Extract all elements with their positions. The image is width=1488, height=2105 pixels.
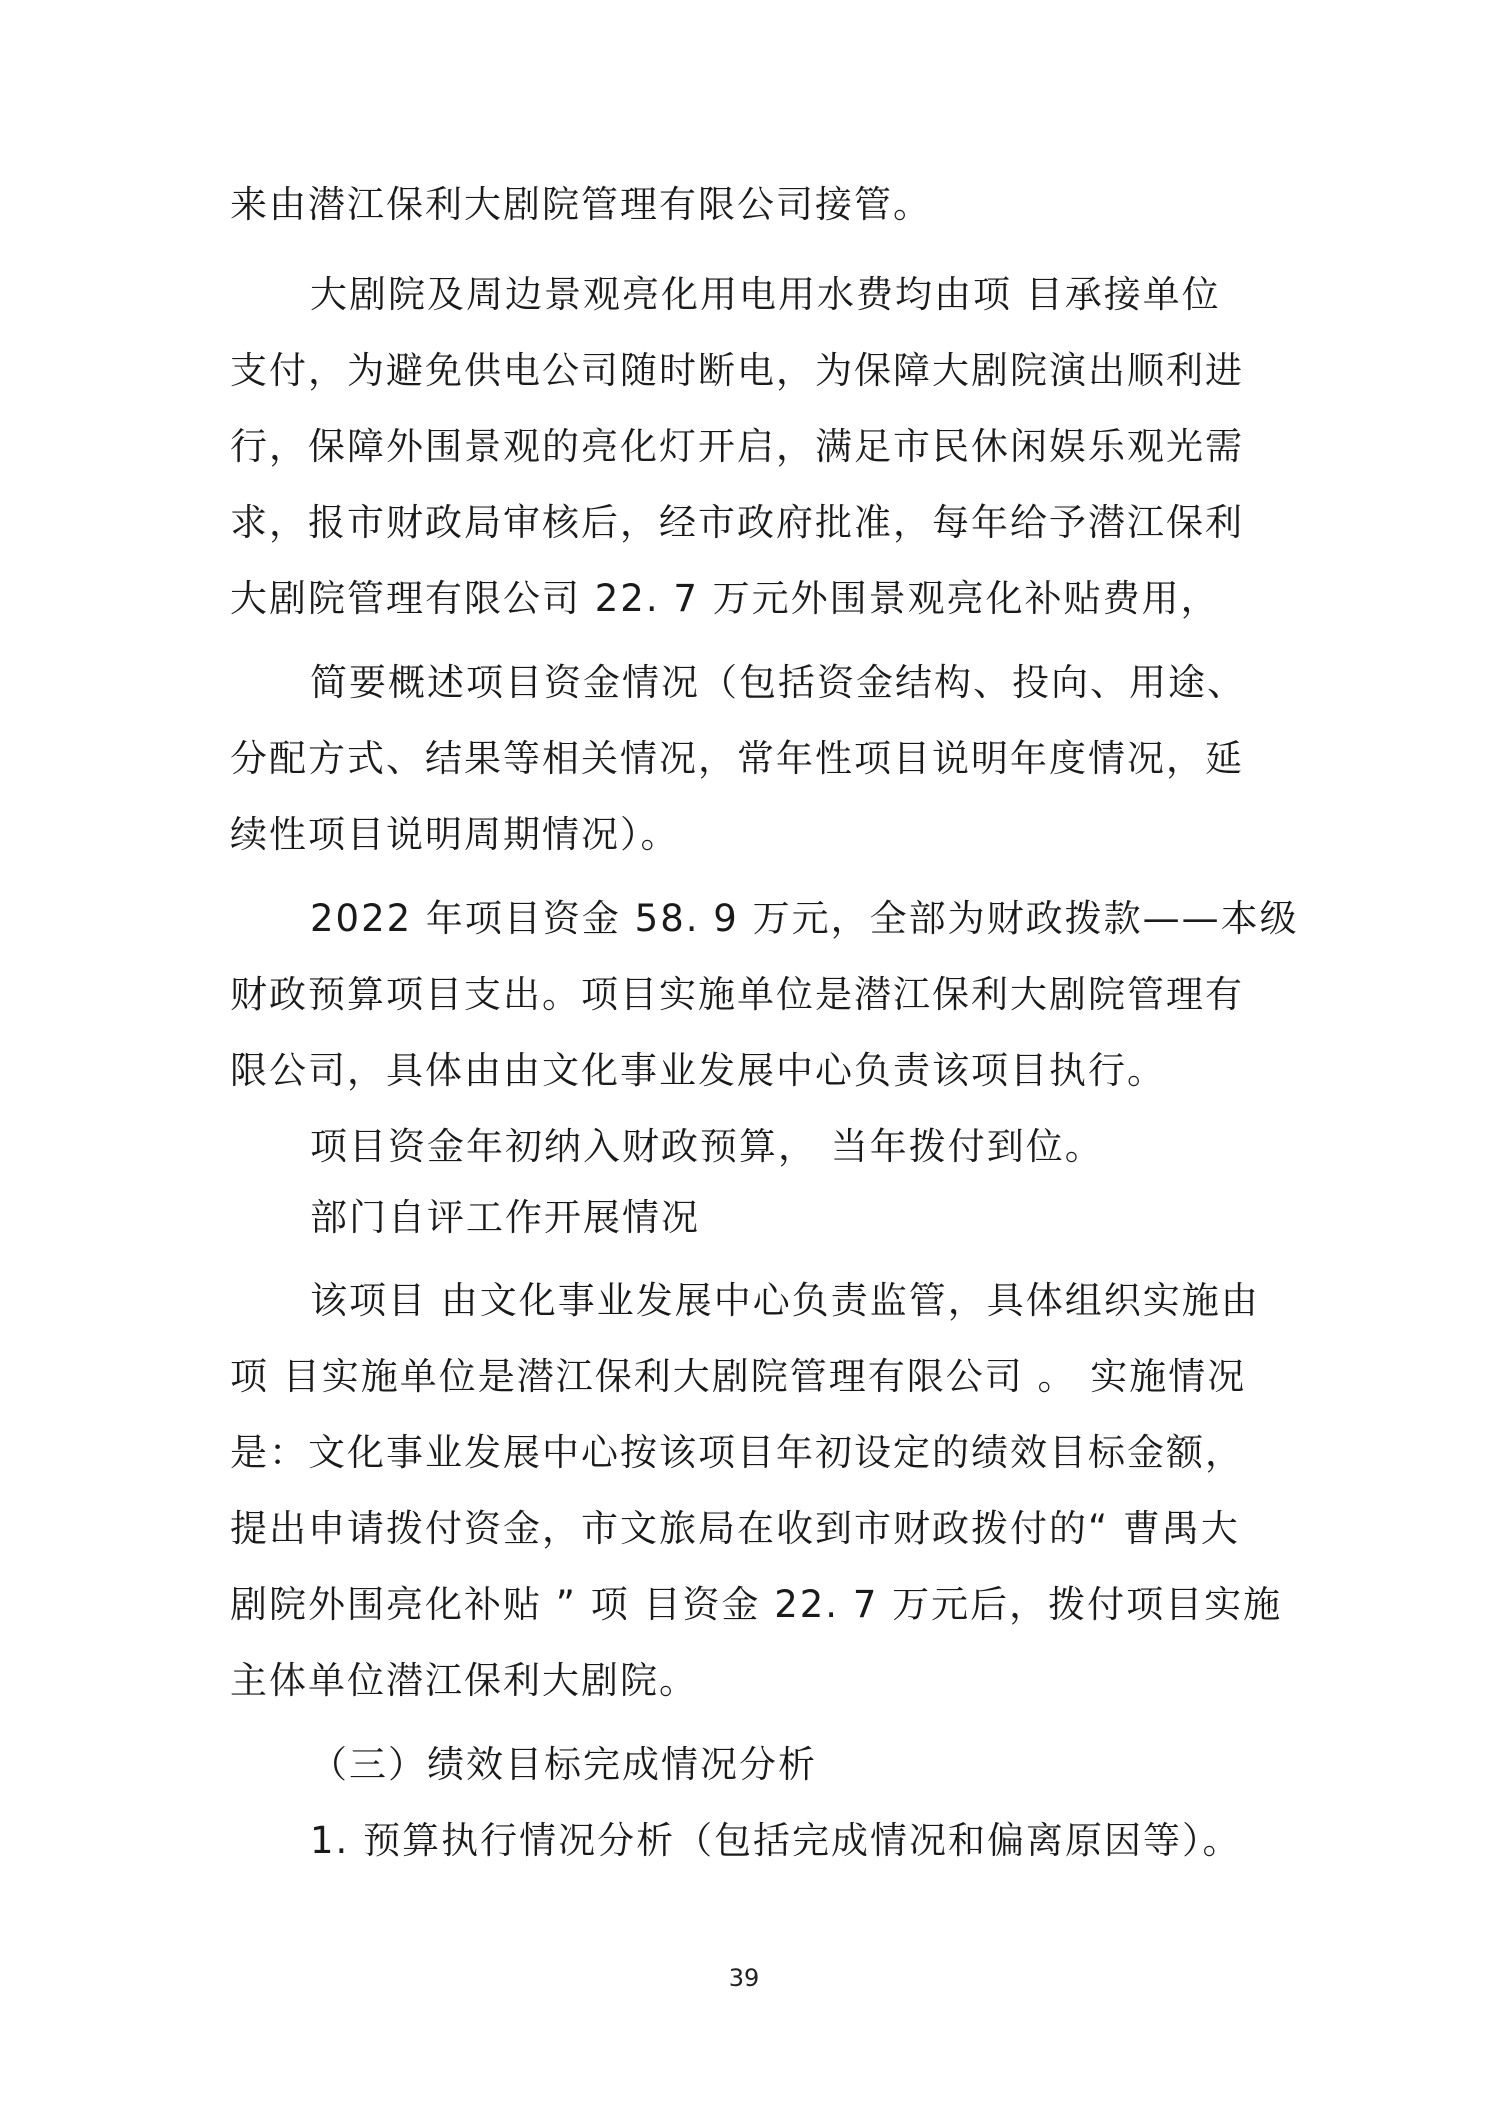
- text-line-6: 大剧院管理有限公司 22. 7 万元外围景观亮化补贴费用，: [230, 577, 1220, 620]
- text-line-11: 财政预算项目支出。项目实施单位是潜江保利大剧院管理有: [230, 973, 1244, 1016]
- text-line-7: 简要概述项目资金情况（包括资金结构、投向、用途、: [310, 661, 1246, 704]
- text-line-8: 分配方式、结果等相关情况，常年性项目说明年度情况，延: [230, 737, 1244, 780]
- text-line-19: 剧院外围亮化补贴 ” 项 目资金 22. 7 万元后，拨付项目实施: [230, 1583, 1283, 1626]
- text-line-10: 2022 年项目资金 58. 9 万元，全部为财政拨款——本级: [310, 897, 1299, 940]
- text-line-16: 项 目实施单位是潜江保利大剧院管理有限公司 。 实施情况: [230, 1355, 1247, 1398]
- text-line-2: 大剧院及周边景观亮化用电用水费均由项 目承接单位: [310, 273, 1221, 316]
- text-line-4: 行，保障外围景观的亮化灯开启，满足市民休闲娱乐观光需: [230, 425, 1244, 468]
- text-line-1: 来由潜江保利大剧院管理有限公司接管。: [230, 183, 932, 226]
- text-line-12: 限公司，具体由由文化事业发展中心负责该项目执行。: [230, 1049, 1166, 1092]
- text-line-13: 项目资金年初纳入财政预算， 当年拨付到位。: [310, 1125, 1104, 1168]
- text-line-3: 支付，为避免供电公司随时断电，为保障大剧院演出顺利进: [230, 349, 1244, 392]
- text-line-15: 该项目 由文化事业发展中心负责监管，具体组织实施由: [310, 1279, 1260, 1322]
- text-line-5: 求，报市财政局审核后，经市政府批准，每年给予潜江保利: [230, 501, 1244, 544]
- text-line-17: 是：文化事业发展中心按该项目年初设定的绩效目标金额，: [230, 1431, 1244, 1474]
- subsection-heading: 1. 预算执行情况分析（包括完成情况和偏离原因等）。: [310, 1819, 1242, 1862]
- text-line-14: 部门自评工作开展情况: [310, 1196, 700, 1239]
- page-number: 39: [728, 1964, 760, 1992]
- text-line-18: 提出申请拨付资金，市文旅局在收到市财政拨付的“ 曹禺大: [230, 1507, 1240, 1550]
- section-heading: （三）绩效目标完成情况分析: [310, 1743, 817, 1786]
- text-line-9: 续性项目说明周期情况）。: [230, 813, 680, 856]
- text-line-20: 主体单位潜江保利大剧院。: [230, 1659, 698, 1702]
